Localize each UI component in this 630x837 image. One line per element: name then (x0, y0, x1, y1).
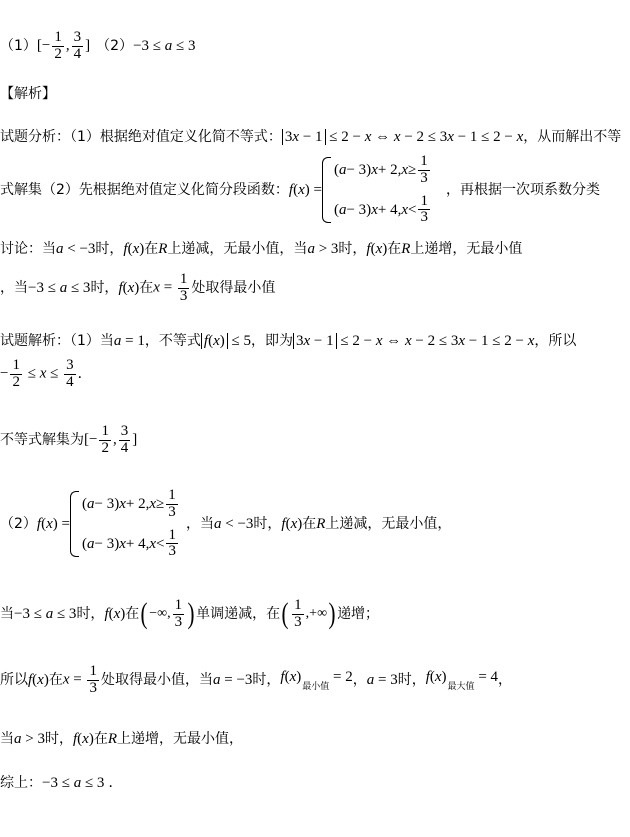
analysis-line-1 (0, 128, 621, 146)
x-eq-third: x = $\frac{1}{3}$ (153, 271, 188, 304)
a-eq-neg3: a = −3 (212, 672, 253, 689)
solution-l4-a: （2） (0, 515, 37, 532)
piecewise-brace-1 (322, 157, 331, 223)
solution-l1-c: ，即为 (250, 332, 293, 349)
solution-l5-d: 单调递减，在 (196, 605, 281, 622)
solution-l7-b: 时， (44, 730, 73, 747)
piecewise-cases-2: ( a − 3) x + 2, x ≥ $\frac{1}{3}$ ( a − 3) x + 4, x < $\frac{1}{3}$ (81, 487, 176, 560)
set-R: R (158, 241, 168, 257)
analysis-l2-suffix: ，再根据一次项系数分类 (445, 181, 600, 198)
solution-interval: [− $\frac{1}{2}$ , $\frac{3}{4}$ ] (84, 423, 138, 456)
solution-line-2 (0, 358, 92, 391)
solution-l6-e: ， (352, 671, 367, 688)
set-R: R (107, 731, 117, 747)
solution-l7-a: 当 (0, 730, 14, 747)
solution-l1-a: 试题解析：（1）当 (0, 332, 114, 349)
analysis-l3-f: 在 (387, 240, 402, 257)
solution-line-6 (0, 664, 512, 697)
analysis-l3-d: 上递减，无最小值，当 (167, 240, 308, 257)
solution-l4-d: 在 (302, 515, 317, 532)
analysis-l1-suffix: ，从而解出不等 (523, 128, 622, 145)
a-eq-1: a = 1 (113, 333, 145, 349)
cond-range: −3 ≤ a ≤ 3 (14, 606, 77, 623)
fx-min-value: $f(x)_{最小值} = 2$ (280, 669, 353, 692)
abs-inequality-expr-2: 3x − 1 ≤ 2 − x ⇔ x − 2 ≤ 3x − 1 ≤ 2 − x (293, 332, 534, 350)
fx-expr: f(x) (123, 241, 145, 257)
analysis-l1-prefix: 试题分析：（1）根据绝对值定义化简不等式： (0, 128, 282, 145)
fx-expr: f(x) (366, 241, 388, 257)
answer-part2-label: （2） (96, 37, 134, 54)
answer-part2-range: −3 ≤ a ≤ 3 (133, 38, 196, 55)
final-range: −3 ≤ a ≤ 3 (42, 775, 105, 791)
solution-l6-c: 处取得最小值，当 (100, 671, 213, 688)
interval-third-pos-inf: ( $\frac{1}{3}$ ,+∞ ) (281, 597, 336, 631)
solution-l6-b: 在 (48, 671, 63, 688)
fx-expr: f(x) (118, 280, 140, 297)
x-eq-third: x = $\frac{1}{3}$ (62, 663, 97, 696)
solution-line-7 (0, 730, 243, 748)
solution-l8-a: 综上： (0, 774, 42, 791)
analysis-line-2 (0, 154, 600, 226)
answer-part1-interval: [− $\frac{1}{2}$ , $\frac{3}{4}$ ] (36, 29, 91, 62)
analysis-line-4 (0, 272, 275, 305)
answer-part1-label: （1） (0, 37, 37, 54)
fx-expr: f(x) (104, 606, 126, 623)
piecewise-brace-2 (70, 491, 79, 557)
solution-l6-d: 时， (252, 671, 281, 688)
solution-l7-d: 上递增，无最小值， (116, 730, 243, 747)
fx-expr: f(x) (72, 731, 94, 747)
answer-line (0, 30, 196, 63)
analysis-l4-c: 在 (139, 279, 154, 296)
piecewise-cases-1: ( a − 3) x + 2, x ≥ $\frac{1}{3}$ ( a − 3) x + 4, x < $\frac{1}{3}$ (333, 153, 428, 226)
solution-l2-end: ． (77, 365, 92, 382)
solution-line-8 (0, 774, 122, 792)
solution-line-3 (0, 424, 137, 457)
cond-a-lt-neg3: a < −3 (56, 241, 96, 257)
analysis-line-3 (0, 240, 522, 258)
analysis-l3-e: 时， (338, 240, 367, 257)
cond-a-gt-3: a > 3 (14, 731, 45, 747)
piecewise-function-1: f(x) = (288, 182, 322, 198)
solution-l4-c: 时， (253, 515, 282, 532)
solution-l1-d: ，所以 (534, 332, 577, 349)
solution-l7-c: 在 (93, 730, 108, 747)
min-subscript: 最小值 (302, 681, 330, 692)
analysis-l3-g: 上递增，无最小值 (410, 240, 523, 257)
cond-a-gt-3: a > 3 (307, 241, 339, 257)
analysis-l4-b: 时， (90, 279, 119, 296)
solution-l8-end: ． (108, 774, 123, 791)
solution-l6-f: 时， (397, 671, 426, 688)
solution-line-5 (0, 598, 379, 631)
heading-text: 【解析】 (0, 86, 56, 102)
analysis-l3-b: 时， (95, 240, 124, 257)
analysis-l4-d: 处取得最小值 (191, 279, 276, 296)
solution-l5-c: 在 (125, 605, 140, 622)
solution-line-4 (0, 488, 451, 560)
solution-line-1 (0, 332, 576, 350)
cond-range: −3 ≤ a ≤ 3 (28, 280, 91, 297)
max-subscript: 最大值 (447, 681, 475, 692)
solution-l5-b: 时， (76, 605, 105, 622)
solution-l5-e: 递增； (337, 605, 380, 622)
analysis-heading (0, 86, 56, 103)
analysis-l4-a: ，当 (0, 279, 28, 296)
piecewise-function-2: f(x) = (36, 516, 70, 532)
solution-l4-e: 上递减，无最小值， (325, 515, 452, 532)
analysis-l3-c: 在 (144, 240, 159, 257)
fx-expr: f(x) (28, 672, 49, 689)
solution-l3-text: 不等式解集为 (0, 431, 84, 448)
fx-max-value: $f(x)_{最大值} = 4$ (425, 669, 499, 692)
solution-l5-a: 当 (0, 605, 14, 622)
abs-fx-le-5: f(x) ≤ 5 (201, 332, 251, 350)
abs-inequality-expr: 3x − 1 ≤ 2 − x ⇔ x − 2 ≤ 3x − 1 ≤ 2 − x (282, 128, 523, 146)
solution-l4-b: ，当 (185, 515, 214, 532)
analysis-l3-a: 讨论：当 (0, 240, 56, 257)
cond-a-lt-neg3: a < −3 (213, 516, 254, 532)
x-range: − $\frac{1}{2}$ ≤ x ≤ $\frac{3}{4}$ (0, 357, 74, 390)
solution-l6-g: ， (498, 671, 513, 688)
solution-l1-b: ，不等式 (144, 332, 201, 349)
solution-l6-a: 所以 (0, 671, 28, 688)
analysis-l2-prefix: 式解集（2）先根据绝对值定义化简分段函数： (0, 181, 289, 198)
set-R: R (401, 241, 411, 257)
interval-neg-inf-third: ( −∞, $\frac{1}{3}$ ) (140, 597, 195, 631)
a-eq-3: a = 3 (366, 672, 398, 689)
set-R: R (316, 516, 326, 532)
fx-expr: f(x) (281, 516, 303, 532)
